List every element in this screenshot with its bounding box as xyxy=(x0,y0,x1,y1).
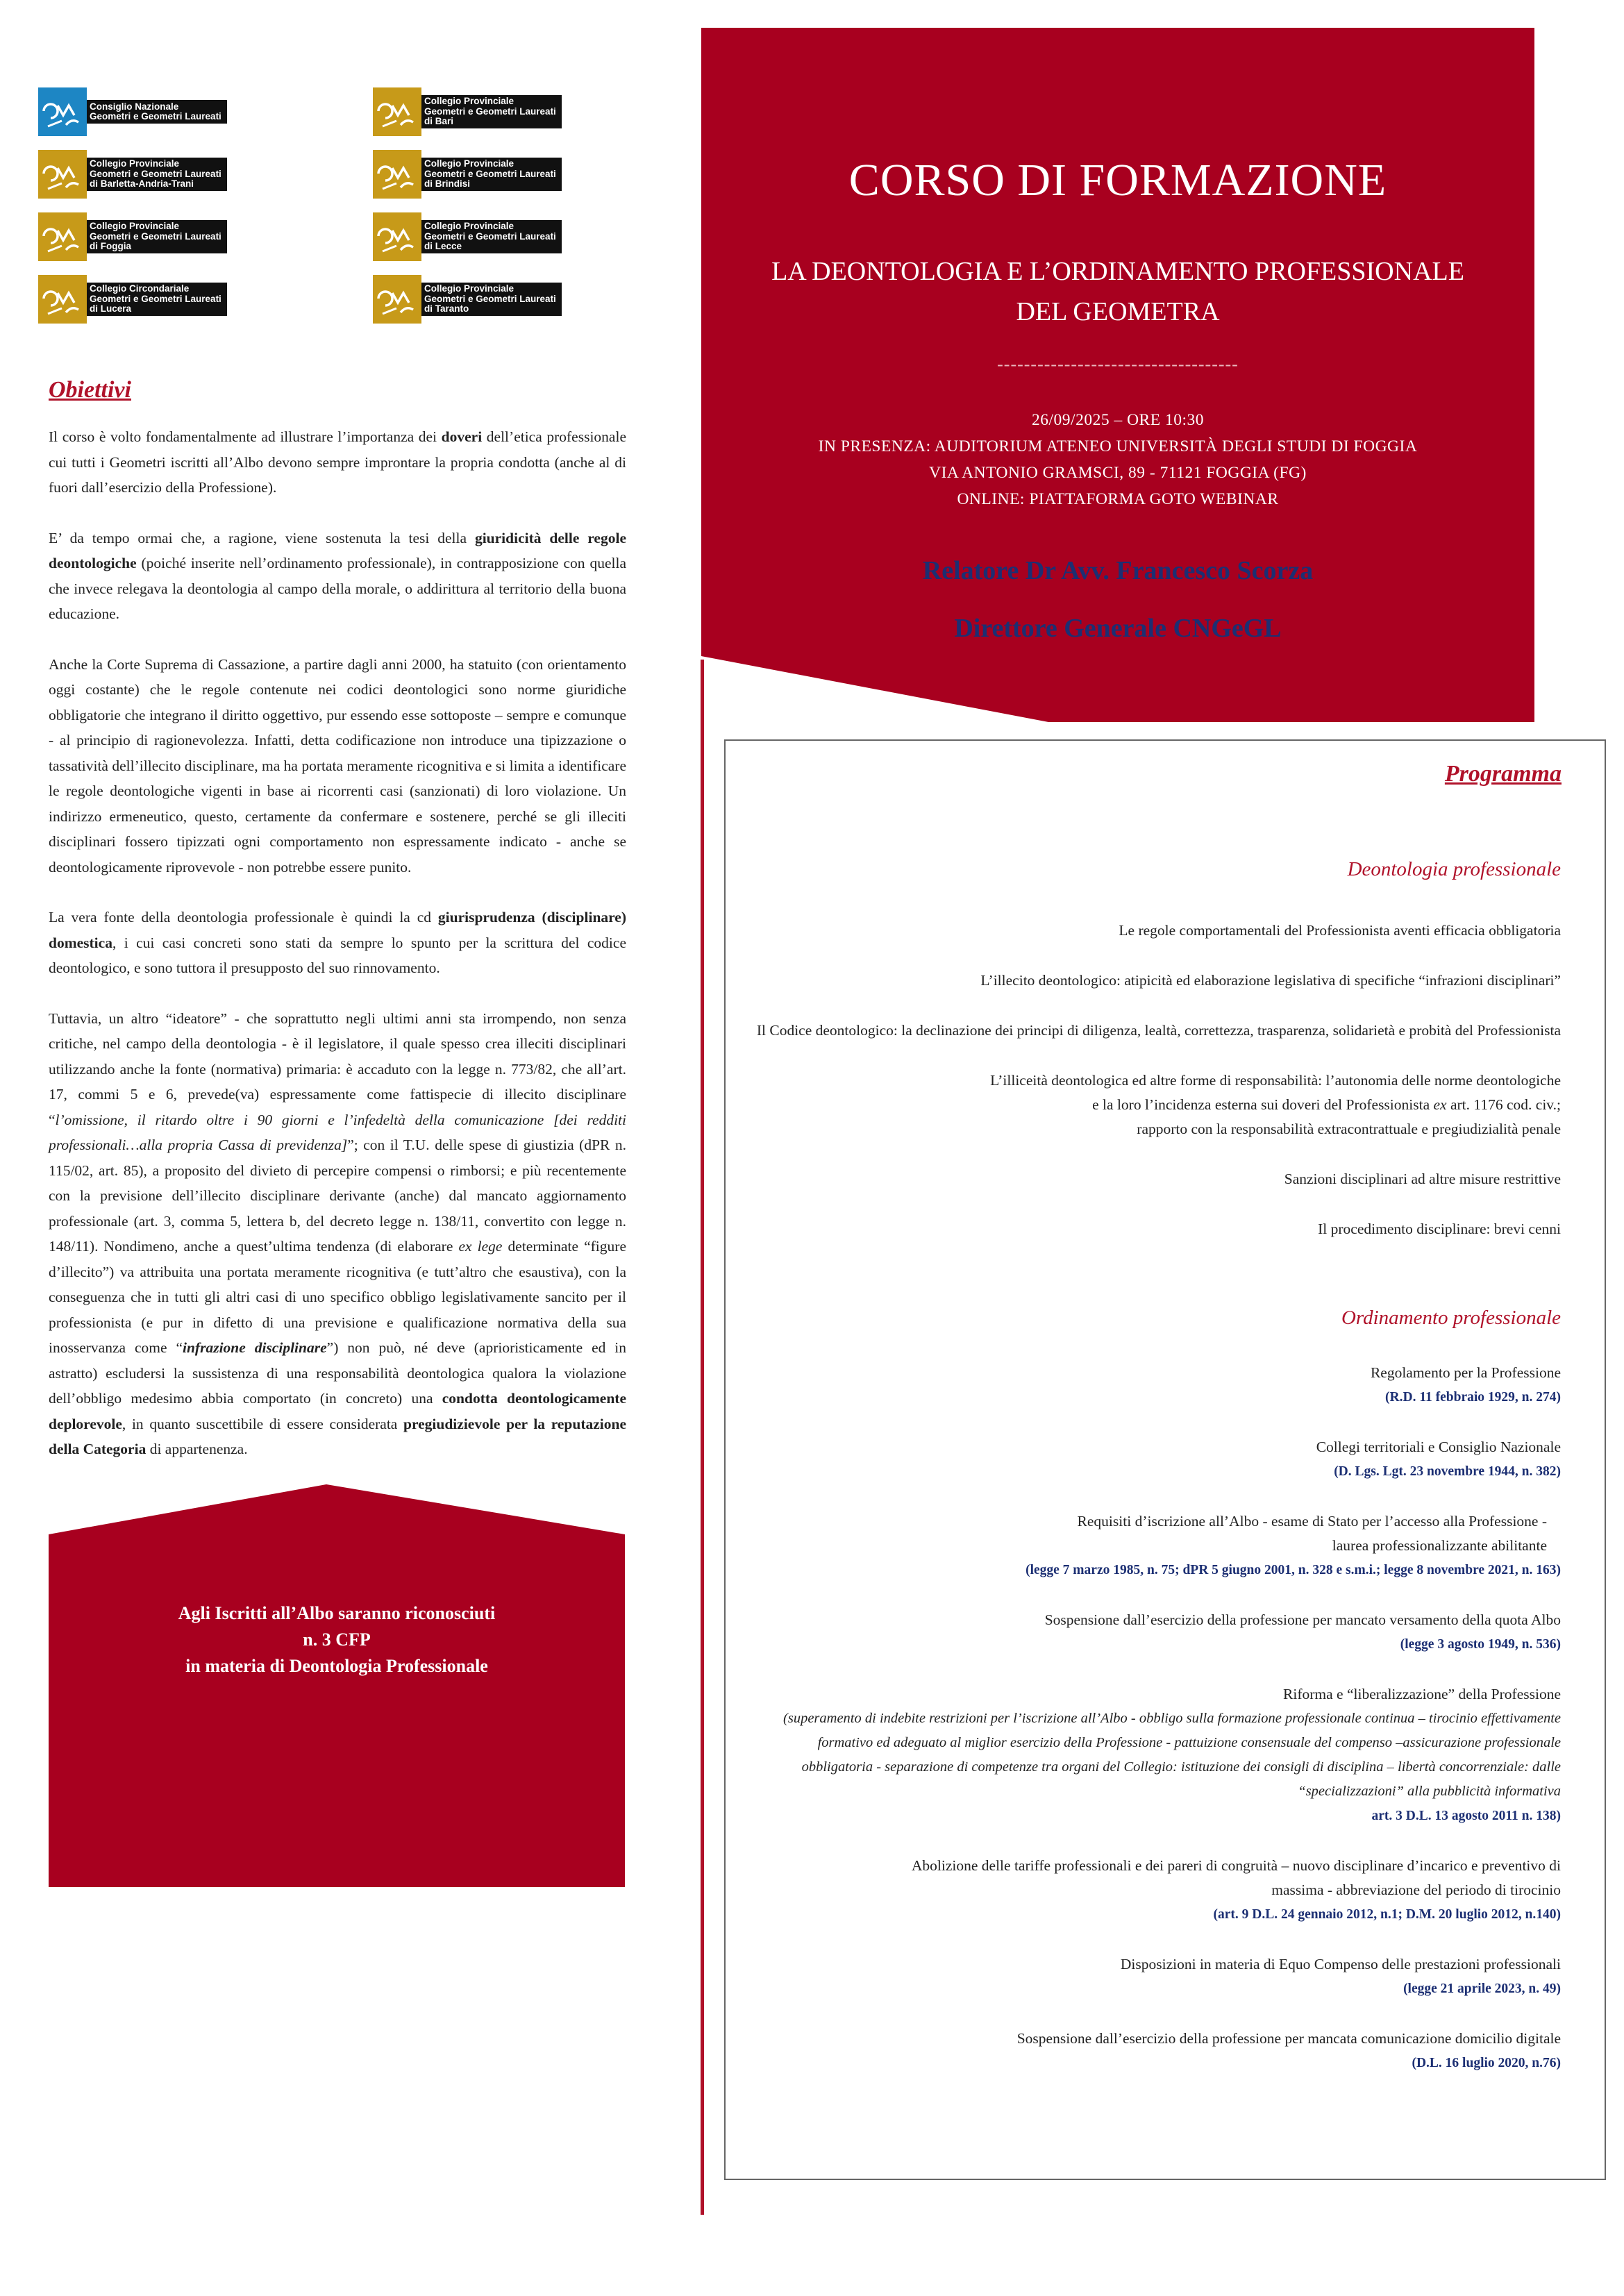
text-run: giurisprudenza (disciplinare) domestica xyxy=(49,909,627,951)
speaker-role: Direttore Generale CNGeGL xyxy=(954,614,1282,643)
logo-label-line: di Barletta-Andria-Trani xyxy=(90,178,194,190)
cng-logo-icon xyxy=(373,87,421,136)
item-detail-text: superamento di indebite restrizioni per l’iscrizione all’Albo - obbligo sulla formazione professionale continua – tirocinio effettivamente formativo ed adeguato al miglior esercizio della Professione - pattuizione consensuale del compenso –assicurazione professionale obbligatoria - separazione di competenze tra organi del Collegio: istituzione dei consigli di disciplina – libertà concorrenziale: dalle “specializzazioni” alla pubblicità informativa xyxy=(787,1711,1561,1799)
item-text: Collegi territoriali e Consiglio Nazionale xyxy=(1316,1439,1561,1455)
logo-label-line: Collegio Provinciale xyxy=(424,96,514,107)
programme-item: Le regole comportamentali del Professionista aventi efficacia obbligatoria xyxy=(1119,922,1561,939)
programme-item xyxy=(742,1682,1561,1828)
logo-label-line: Geometri e Geometri Laureati xyxy=(90,231,221,242)
logo-1 xyxy=(38,87,267,137)
text-run: determinate “figure d’illecito”) va attribuita una portata meramente ricognitiva (e tutt’altro che esaustiva), con la conseguenza che in tutti gli altri casi di uno specifico obbligo legislativamente sancito per il professionista (e pur in difetto di una previsione e qualificazione normativa della sua inosservanza come “ xyxy=(49,1238,626,1356)
logo-label xyxy=(87,158,227,191)
logo-label xyxy=(421,283,562,316)
text-run: La vera fonte della deontologia professionale è quindi la cd xyxy=(49,909,438,925)
event-venue-line-2: VIA ANTONIO GRAMSCI, 89 - 71121 FOGGIA (FG) xyxy=(929,464,1307,482)
cng-logo-icon xyxy=(38,150,87,199)
logo-label-line: Consiglio Nazionale xyxy=(90,101,179,112)
logo-4 xyxy=(373,149,602,199)
cfp-line-2: n. 3 CFP xyxy=(303,1629,371,1650)
course-subtitle-line-1: LA DEONTOLOGIA E L’ORDINAMENTO PROFESSIONALE xyxy=(771,257,1464,286)
event-date: 26/09/2025 – ORE 10:30 xyxy=(1032,411,1204,429)
item-reference: (D. Lgs. Lgt. 23 novembre 1944, n. 382) xyxy=(1334,1464,1561,1479)
logo-label-line: Collegio Provinciale xyxy=(90,158,180,169)
item-text: Riforma e “liberalizzazione” della Professione xyxy=(1283,1686,1561,1702)
programme-item xyxy=(742,1069,1561,1141)
text-run: dell’etica professionale cui tutti i Geometri iscritti all’Albo devono sempre improntare la propria condotta (anche al di fuori dall’esercizio della Professione). xyxy=(49,428,626,496)
item-text: laurea professionalizzante abilitante xyxy=(1332,1537,1547,1554)
event-info xyxy=(701,407,1534,512)
logo-label-line: Geometri e Geometri Laureati xyxy=(90,168,221,179)
speaker-name: Relatore Dr Avv. Francesco Scorza xyxy=(922,556,1314,585)
programme-item xyxy=(742,1361,1561,1409)
cng-logo-icon xyxy=(38,212,87,261)
logo-label-line: Collegio Circondariale xyxy=(90,283,190,294)
programme-item: Il Codice deontologico: la declinazione dei principi di diligenza, lealtà, correttezza, trasparenza, solidarietà e probità del Professionista xyxy=(756,1022,1561,1039)
logo-label xyxy=(421,158,562,191)
logo-label xyxy=(87,100,227,124)
programme-item xyxy=(742,2027,1561,2075)
objectives-paragraph-3 xyxy=(49,652,626,880)
logo-2 xyxy=(373,87,602,137)
programme-title: Programma xyxy=(1444,761,1562,787)
item-detail-paren: ( xyxy=(783,1711,788,1726)
logo-label-line: di Taranto xyxy=(424,303,469,315)
item-reference: (D.L. 16 luglio 2020, n.76) xyxy=(1412,2056,1561,2070)
programme-item xyxy=(742,1854,1561,1927)
logo-6 xyxy=(373,212,602,262)
cfp-banner-shape xyxy=(49,1484,625,1887)
illiceita-text-a: e la loro l’incidenza esterna sui doveri del Professionista xyxy=(1092,1096,1434,1113)
cng-logo-icon xyxy=(38,87,87,136)
objectives-text xyxy=(49,424,626,1462)
text-run: l’omissione, il ritardo oltre i 90 giorni e l’infedeltà della comunicazione [dei redditi professionali…alla propria Cassa di previdenza] xyxy=(49,1111,626,1153)
item-text: Disposizioni in materia di Equo Compenso delle prestazioni professionali xyxy=(1120,1956,1561,1972)
logo-label-line: Collegio Provinciale xyxy=(424,283,514,294)
item-reference: art. 3 D.L. 13 agosto 2011 n. 138) xyxy=(1371,1809,1561,1823)
course-subtitle xyxy=(701,251,1534,332)
item-reference: (R.D. 11 febbraio 1929, n. 274) xyxy=(1385,1390,1561,1405)
header-divider: ------------------------------------ xyxy=(997,354,1239,374)
illiceita-text-c: art. 1176 cod. civ.; xyxy=(1446,1096,1561,1113)
logo-5 xyxy=(38,212,267,262)
item-text: Sospensione dall’esercizio della professione per mancata comunicazione domicilio digitale xyxy=(1016,2030,1561,2047)
logo-7 xyxy=(38,274,267,324)
logo-label-line: di Lecce xyxy=(424,241,462,252)
logo-label-line: Collegio Provinciale xyxy=(424,221,514,232)
programme-item xyxy=(742,1509,1561,1582)
ordinamento-items xyxy=(742,1361,1561,2101)
logo-3 xyxy=(38,149,267,199)
text-run: giuridicità delle regole deontologiche xyxy=(49,529,626,571)
illiceita-line-2 xyxy=(742,1093,1561,1117)
text-run: infrazione disciplinare xyxy=(183,1339,327,1356)
objectives-paragraph-4 xyxy=(49,905,626,981)
logo-label-line: Geometri e Geometri Laureati xyxy=(90,111,221,121)
vertical-divider xyxy=(701,660,704,2215)
cng-logo-icon xyxy=(373,212,421,261)
text-run: Tuttavia, un altro “ideatore” - che soprattutto negli ultimi anni sta irrompendo, non senza critiche, nel campo della deontologia - è il legislatore, il quale spesso crea illeciti disciplinari utilizzando anche la fonte (normativa) primaria: è accaduto con la legge n. 773/82, che all’art. 17, commi 5 e 6, prevede(va) espressamente come fattispecie di illecito disciplinare “ xyxy=(49,1009,626,1128)
logo-label-line: Collegio Provinciale xyxy=(90,221,180,232)
illiceita-line-1: L’illiceità deontologica ed altre forme di responsabilità: l’autonomia delle norme deontologiche xyxy=(990,1072,1561,1089)
logo-label-line: di Lucera xyxy=(90,303,132,315)
item-text: Regolamento per la Professione xyxy=(1370,1364,1561,1381)
programme-item: Il procedimento disciplinare: brevi cenni xyxy=(1318,1221,1561,1237)
illiceita-line-3: rapporto con la responsabilità extracontrattuale e pregiudizialità penale xyxy=(1137,1121,1561,1137)
programme-item xyxy=(742,1952,1561,2001)
cng-logo-icon xyxy=(373,150,421,199)
programme-item xyxy=(742,1435,1561,1484)
logo-label-line: Geometri e Geometri Laureati xyxy=(90,293,221,304)
event-online: ONLINE: PIATTAFORMA GOTO WEBINAR xyxy=(957,490,1279,508)
course-title: CORSO DI FORMAZIONE xyxy=(848,155,1387,206)
item-reference: (legge 3 agosto 1949, n. 536) xyxy=(1400,1637,1561,1652)
text-run: condotta deontologicamente deplorevole xyxy=(49,1390,626,1432)
objectives-paragraph-1 xyxy=(49,424,626,501)
logo-label xyxy=(421,220,562,253)
event-venue-line-1: IN PRESENZA: AUDITORIUM ATENEO UNIVERSITÀ DEGLI STUDI DI FOGGIA xyxy=(818,437,1418,455)
item-reference: (legge 21 aprile 2023, n. 49) xyxy=(1403,1981,1561,1996)
logo-label xyxy=(87,283,227,316)
logo-label-line: Geometri e Geometri Laureati xyxy=(424,231,556,242)
item-reference: (art. 9 D.L. 24 gennaio 2012, n.1; D.M. 20 luglio 2012, n.140) xyxy=(1213,1907,1561,1922)
logo-label-line: Geometri e Geometri Laureati xyxy=(424,106,556,117)
section-deontologia-title: Deontologia professionale xyxy=(1347,858,1561,880)
logo-label-line: di Brindisi xyxy=(424,178,471,190)
cfp-line-3: in materia di Deontologia Professionale xyxy=(185,1656,488,1676)
item-text: massima - abbreviazione del periodo di tirocinio xyxy=(1271,1882,1561,1898)
text-run: di appartenenza. xyxy=(146,1441,248,1457)
text-run: ”; con il T.U. delle spese di giustizia (dPR n. 115/02, art. 85), a proposito del divieto di percepire compensi o rimborsi; e più recentemente con la previsione dell’illecito disciplinare derivante (anche) dal mancato aggiornamento professionale (art. 3, comma 5, lettera b, del decreto legge n. 138/11, convertito con legge n. 148/11). Nondimeno, anche a quest’ultima tendenza (di elaborare xyxy=(49,1137,627,1255)
item-text: Requisiti d’iscrizione all’Albo - esame di Stato per l’accesso alla Professione - xyxy=(1077,1513,1547,1530)
text-run: ”) non può, né deve (aprioristicamente ed in astratto) escludersi la sussistenza di una responsabilità deontologica qualora la violazione dell’obbligo medesimo abbia comportato (in concreto) una xyxy=(49,1339,627,1407)
objectives-title: Obiettivi xyxy=(49,377,131,403)
section-ordinamento-title: Ordinamento professionale xyxy=(1341,1307,1561,1329)
item-text: Abolizione delle tariffe professionali e dei pareri di congruità – nuovo disciplinare d’incarico e preventivo di xyxy=(911,1857,1561,1874)
text-run: ex lege xyxy=(458,1238,503,1255)
text-run: pregiudizievole per la reputazione della Categoria xyxy=(49,1415,626,1457)
text-run: (poiché inserite nell’ordinamento professionale), in contrapposizione con quella che invece relegava la deontologia al campo della morale, o addirittura al territorio della buona educazione. xyxy=(49,555,626,622)
text-run: Anche la Corte Suprema di Cassazione, a partire dagli anni 2000, ha statuito (con orientamento oggi costante) che le regole contenute nei codici deontologici sono norme giuridiche obbligatorie che integrano il diritto oggettivo, pur essendo esse sottoposte – sempre e comunque - al principio di ragionevolezza. Infatti, detta codificazione non introduce una tipizzazione o tassatività dell’illecito disciplinare, ma ha portata meramente ricognitiva e si limita a identificare le regole deontologiche vigenti in base ai ricorrenti casi (sanzionati) di loro violazione. Un indirizzo ermeneutico, questo, certamente da confermare e sostenere, perché se gli illeciti disciplinari fossero tipizzati ogni comportamento non espressamente indicato - anche se deontologicamente riprovevole - non potrebbe essere punito. xyxy=(49,655,626,875)
illiceita-text-b: ex xyxy=(1433,1096,1447,1113)
course-subtitle-line-2: DEL GEOMETRA xyxy=(1016,297,1220,326)
programme-item xyxy=(742,1608,1561,1657)
logo-label xyxy=(87,220,227,253)
logo-label-line: di Bari xyxy=(424,116,454,127)
text-run: Il corso è volto fondamentalmente ad illustrare l’importanza dei xyxy=(49,428,442,445)
programme-item: L’illecito deontologico: atipicità ed elaborazione legislativa di specifiche “infrazioni disciplinari” xyxy=(980,972,1561,989)
text-run: , in quanto suscettibile di essere considerata xyxy=(122,1415,404,1432)
logo-label xyxy=(421,95,562,128)
logo-label-line: Geometri e Geometri Laureati xyxy=(424,168,556,179)
cng-logo-icon xyxy=(38,275,87,324)
cng-logo-icon xyxy=(373,275,421,324)
logo-label-line: di Foggia xyxy=(90,241,131,252)
logo-label-line: Geometri e Geometri Laureati xyxy=(424,293,556,304)
programme-item: Sanzioni disciplinari ad altre misure restrittive xyxy=(1284,1171,1561,1187)
logo-label-line: Collegio Provinciale xyxy=(424,158,514,169)
item-text: Sospensione dall’esercizio della professione per mancato versamento della quota Albo xyxy=(1044,1611,1561,1628)
objectives-paragraph-2 xyxy=(49,526,626,627)
objectives-paragraph-5 xyxy=(49,1006,626,1462)
text-run: , i cui casi concreti sono stati da sempre lo spunto per la scrittura del codice deontologico, e sono tuttora il presupposto del suo rinnovamento. xyxy=(49,934,626,976)
item-reference: (legge 7 marzo 1985, n. 75; dPR 5 giugno 2001, n. 328 e s.m.i.; legge 8 novembre 2021, n. 163) xyxy=(1026,1563,1561,1577)
text-run: doveri xyxy=(441,428,483,445)
deontologia-items xyxy=(742,919,1561,1267)
text-run: E’ da tempo ormai che, a ragione, viene sostenuta la tesi della xyxy=(49,529,475,546)
logo-8 xyxy=(373,274,602,324)
cfp-line-1: Agli Iscritti all’Albo saranno riconosciuti xyxy=(178,1603,496,1623)
item-detail xyxy=(742,1707,1561,1804)
cfp-notice xyxy=(49,1600,625,1679)
